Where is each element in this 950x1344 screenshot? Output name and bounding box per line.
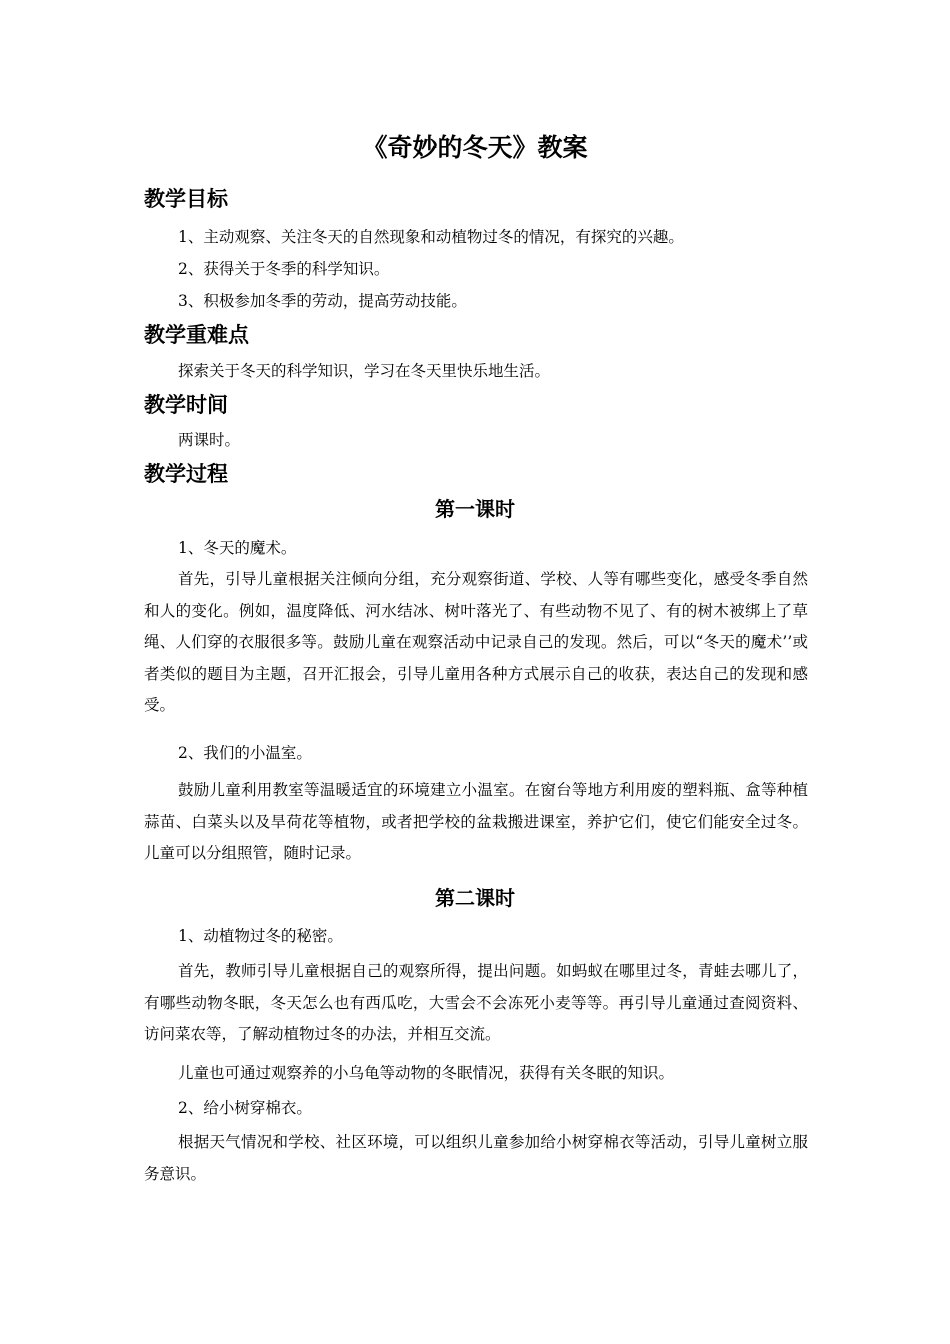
heading-key-points: 教学重难点: [144, 323, 249, 347]
lesson-1-item-1-text: 首先，引导儿童根据关注倾向分组，充分观察街道、学校、人等有哪些变化，感受冬季自然和人的变化。例如，温度降低、河水结冰、树叶落光了、有些动物不见了、有的树木被绑上了草绳、人们穿的衣服很多等。鼓励儿童在观察活动中记录自己的发现。然后，可以“冬天的魔术’’或者类似的题目为主题，召开汇报会，引导儿童用各种方式展示自己的收获，表达自己的发现和感受。: [144, 570, 808, 714]
lesson-1-item-2-text: 鼓励儿童利用教室等温暖适宜的环境建立小温室。在窗台等地方利用废的塑料瓶、盒等种植蒜苗、白菜头以及旱荷花等植物，或者把学校的盆栽搬进课室，养护它们，使它们能安全过冬。儿童可以分组照管，随时记录。: [144, 781, 808, 862]
lesson-1-heading: 第一课时: [435, 497, 515, 521]
key-points-text: 探索关于冬天的科学知识，学习在冬天里快乐地生活。: [178, 362, 551, 380]
lesson-2-item-1-text-2: 儿童也可通过观察养的小乌龟等动物的冬眠情况，获得有关冬眠的知识。: [178, 1064, 675, 1082]
heading-process: 教学过程: [144, 462, 228, 486]
lesson-2-item-2-text: 根据天气情况和学校、社区环境，可以组织儿童参加给小树穿棉衣等活动，引导儿童树立服务意识。: [144, 1133, 808, 1183]
lesson-1-item-1-title: 1、冬天的魔术。: [178, 539, 297, 557]
lesson-2-item-2-title: 2、给小树穿棉衣。: [178, 1099, 312, 1117]
lesson-1-item-2-title: 2、我们的小温室。: [178, 744, 312, 762]
time-text: 两课时。: [178, 431, 241, 449]
lesson-2-item-1-text: 首先，教师引导儿童根据自己的观察所得，提出问题。如蚂蚁在哪里过冬，青蛙去哪儿了，有哪些动物冬眠，冬天怎么也有西瓜吃，大雪会不会冻死小麦等等。再引导儿童通过查阅资料、访问菜农等，了解动植物过冬的办法，并相互交流。: [144, 962, 808, 1043]
goal-item-1: 1、主动观察、关注冬天的自然现象和动植物过冬的情况，有探究的兴趣。: [178, 228, 684, 246]
lesson-2-heading: 第二课时: [435, 886, 515, 910]
heading-time: 教学时间: [144, 393, 228, 417]
document-title: 《奇妙的冬天》教案: [362, 133, 588, 162]
lesson-2-item-1-title: 1、动植物过冬的秘密。: [178, 927, 343, 945]
goal-item-3: 3、积极参加冬季的劳动，提高劳动技能。: [178, 292, 467, 310]
goal-item-2: 2、获得关于冬季的科学知识。: [178, 260, 390, 278]
heading-goals: 教学目标: [144, 187, 228, 211]
